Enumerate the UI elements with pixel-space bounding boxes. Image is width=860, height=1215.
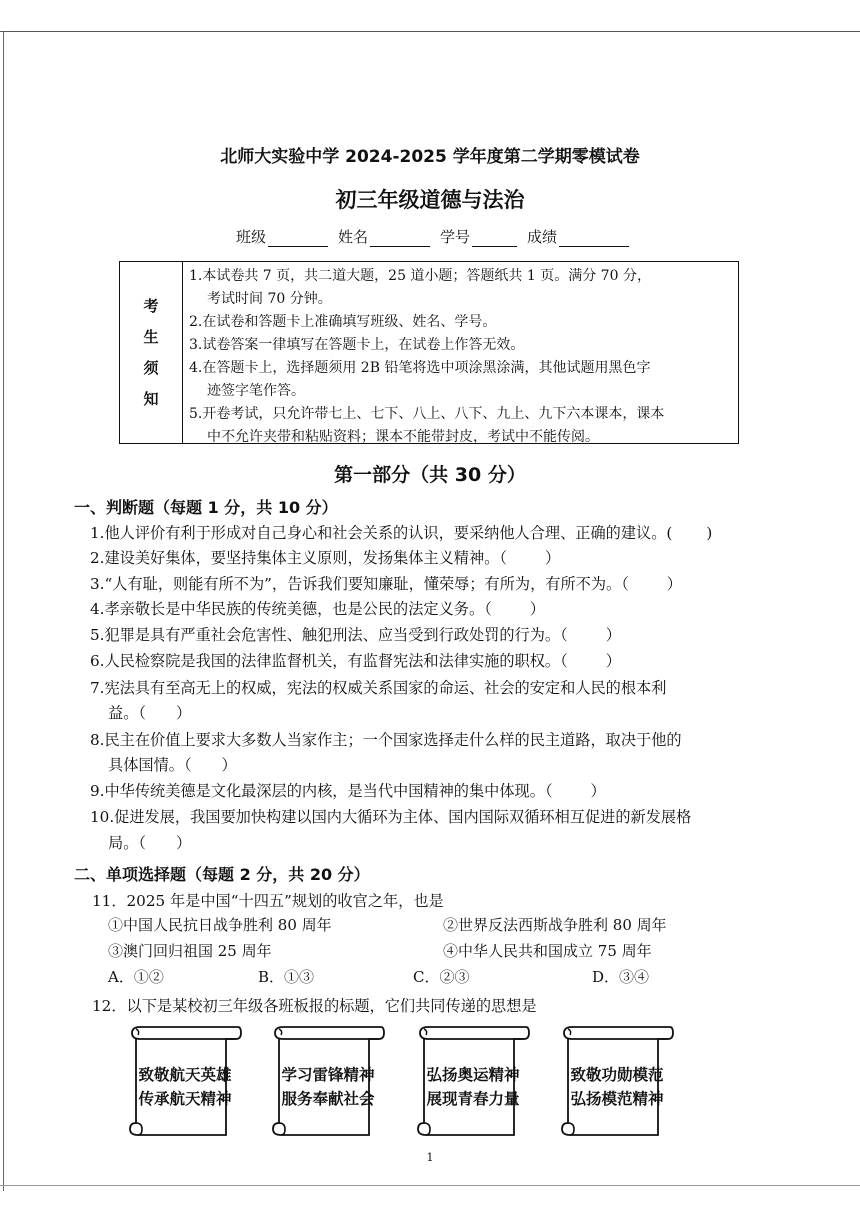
question-5 bbox=[90, 624, 621, 645]
notice-item: 3.试卷答案一律填写在答题卡上，在试卷上作答无效。 bbox=[189, 337, 525, 353]
question-3 bbox=[90, 573, 682, 594]
answer-paren: ） bbox=[605, 652, 621, 670]
board-line: 服务奉献社会 bbox=[281, 1090, 375, 1108]
question-text: 1.他人评价有利于形成对自己身心和社会关系的认识，要采纳他人合理、正确的建议。( bbox=[90, 524, 673, 542]
question-text: 10.促进发展，我国要加快构建以国内大循环为主体、国内国际双循环相互促进的新发展格 bbox=[90, 808, 692, 826]
answer-paren: ） bbox=[221, 756, 237, 774]
answer-paren: ） bbox=[544, 549, 561, 567]
score-field bbox=[527, 226, 629, 247]
class-blank bbox=[268, 230, 328, 247]
question-text: 4.孝亲敬长是中华民族的传统美德，也是公民的法定义务。（ bbox=[90, 600, 492, 618]
q11-item: ④中华人民共和国成立 75 周年 bbox=[443, 942, 652, 960]
notice-label-char: 须 bbox=[143, 358, 159, 377]
answer-paren: ） bbox=[175, 704, 192, 722]
question-12-stem: 12．以下是某校初三年级各班板报的标题，它们共同传递的思想是 bbox=[92, 997, 537, 1015]
name-blank bbox=[370, 230, 430, 247]
blackboard-title-scroll-2 bbox=[265, 1023, 385, 1141]
board-line: 传承航天精神 bbox=[138, 1090, 232, 1108]
student-id-field bbox=[440, 226, 517, 247]
question-text: 益。（ bbox=[108, 704, 146, 722]
question-8-cont bbox=[108, 754, 237, 775]
class-label: 班级 bbox=[236, 228, 267, 246]
notice-label-char: 考 bbox=[143, 296, 159, 315]
question-8 bbox=[90, 729, 682, 750]
q11-option-a: A．①② bbox=[108, 968, 164, 986]
answer-paren: ） bbox=[175, 834, 192, 852]
question-9 bbox=[90, 780, 606, 801]
exam-title: 北师大实验中学 2024-2025 学年度第二学期零模试卷 bbox=[220, 147, 640, 167]
notice-item: 中不允许夹带和粘贴资料；课本不能带封皮，考试中不能传阅。 bbox=[207, 429, 599, 445]
notice-body bbox=[183, 262, 738, 443]
question-10 bbox=[90, 806, 691, 827]
notice-item: 1.本试卷共 7 页，共二道大题，25 道小题；答题纸共 1 页。满分 70 分， bbox=[189, 268, 651, 284]
score-label: 成绩 bbox=[527, 228, 558, 246]
student-id-blank bbox=[472, 230, 517, 247]
answer-paren: ) bbox=[706, 524, 713, 542]
question-2 bbox=[90, 547, 560, 568]
question-text: 2.建设美好集体，要坚持集体主义原则，发扬集体主义精神。（ bbox=[90, 549, 507, 567]
answer-paren: ） bbox=[590, 782, 606, 800]
board-line: 学习雷锋精神 bbox=[281, 1066, 375, 1084]
notice-label-char: 生 bbox=[143, 327, 159, 346]
q11-option-b: B．①③ bbox=[258, 968, 315, 986]
blackboard-title-scroll-1 bbox=[122, 1023, 242, 1141]
question-11-stem: 11．2025 年是中国“十四五”规划的收官之年，也是 bbox=[92, 892, 444, 910]
question-10-cont bbox=[108, 832, 191, 853]
q11-option-d: D．③④ bbox=[592, 968, 650, 986]
question-text: 具体国情。（ bbox=[108, 756, 192, 774]
board-line: 展现青春力量 bbox=[426, 1090, 520, 1108]
notice-label bbox=[120, 262, 183, 443]
question-text: 6.人民检察院是我国的法律监督机关，有监督宪法和法律实施的职权。（ bbox=[90, 652, 568, 670]
notice-label-char: 知 bbox=[143, 389, 159, 408]
question-text: 局。（ bbox=[108, 834, 146, 852]
q11-item: ③澳门回归祖国 25 周年 bbox=[108, 942, 272, 960]
board-title bbox=[562, 1063, 672, 1111]
section-heading-true-false: 一、判断题（每题 1 分，共 10 分） bbox=[74, 498, 338, 517]
blackboard-title-scroll-3 bbox=[410, 1023, 530, 1141]
page-number: 1 bbox=[426, 1151, 434, 1164]
board-title bbox=[130, 1063, 240, 1111]
notice-item: 考试时间 70 分钟。 bbox=[207, 291, 332, 307]
question-7 bbox=[90, 677, 666, 698]
question-1 bbox=[90, 522, 712, 543]
board-line: 弘扬奥运精神 bbox=[426, 1066, 520, 1084]
board-title bbox=[418, 1063, 528, 1111]
student-info-row bbox=[236, 226, 639, 247]
answer-paren: ） bbox=[529, 600, 545, 618]
answer-paren: ） bbox=[605, 626, 621, 644]
question-text: 8.民主在价值上要求大多数人当家作主；一个国家选择走什么样的民主道路，取决于他的 bbox=[90, 731, 682, 749]
notice-item: 4.在答题卡上，选择题须用 2B 铅笔将选中项涂黑涂满，其他试题用黑色字 bbox=[189, 360, 651, 376]
name-label: 姓名 bbox=[338, 228, 369, 246]
board-line: 致敬航天英雄 bbox=[138, 1066, 232, 1084]
q11-item: ②世界反法西斯战争胜利 80 周年 bbox=[443, 916, 667, 934]
score-blank bbox=[559, 230, 629, 247]
q11-item: ①中国人民抗日战争胜利 80 周年 bbox=[108, 916, 332, 934]
q11-option-c: C．②③ bbox=[413, 968, 470, 986]
notice-item: 2.在试卷和答题卡上准确填写班级、姓名、学号。 bbox=[189, 314, 497, 330]
class-field bbox=[236, 226, 328, 247]
notice-item: 迹签字笔作答。 bbox=[207, 383, 305, 399]
notice-item: 5.开卷考试，只允许带七上、七下、八上、八下、九上、九下六本课本，课本 bbox=[189, 406, 665, 422]
question-6 bbox=[90, 650, 621, 671]
name-field bbox=[338, 226, 430, 247]
question-text: 5.犯罪是具有严重社会危害性、触犯刑法、应当受到行政处罚的行为。（ bbox=[90, 626, 568, 644]
part-title: 第一部分（共 30 分） bbox=[334, 464, 526, 486]
exam-subtitle: 初三年级道德与法治 bbox=[335, 188, 525, 212]
question-7-cont bbox=[108, 702, 191, 723]
section-heading-single-choice: 二、单项选择题（每题 2 分，共 20 分） bbox=[74, 865, 370, 884]
student-id-label: 学号 bbox=[440, 228, 471, 246]
blackboard-title-scroll-4 bbox=[554, 1023, 674, 1141]
bottom-border-line bbox=[0, 1185, 860, 1186]
question-text: 7.宪法具有至高无上的权威，宪法的权威关系国家的命运、社会的安定和人民的根本利 bbox=[90, 679, 667, 697]
question-text: 3.“人有耻，则能有所不为”，告诉我们要知廉耻，懂荣辱；有所为，有所不为。（ bbox=[90, 575, 629, 593]
top-border-line bbox=[0, 31, 860, 32]
board-line: 致敬功勋模范 bbox=[570, 1066, 664, 1084]
board-title bbox=[273, 1063, 383, 1111]
exam-notice-box bbox=[119, 261, 739, 444]
question-4 bbox=[90, 598, 545, 619]
answer-paren: ） bbox=[666, 575, 682, 593]
question-text: 9.中华传统美德是文化最深层的内核，是当代中国精神的集中体现。（ bbox=[90, 782, 553, 800]
board-line: 弘扬模范精神 bbox=[570, 1090, 664, 1108]
